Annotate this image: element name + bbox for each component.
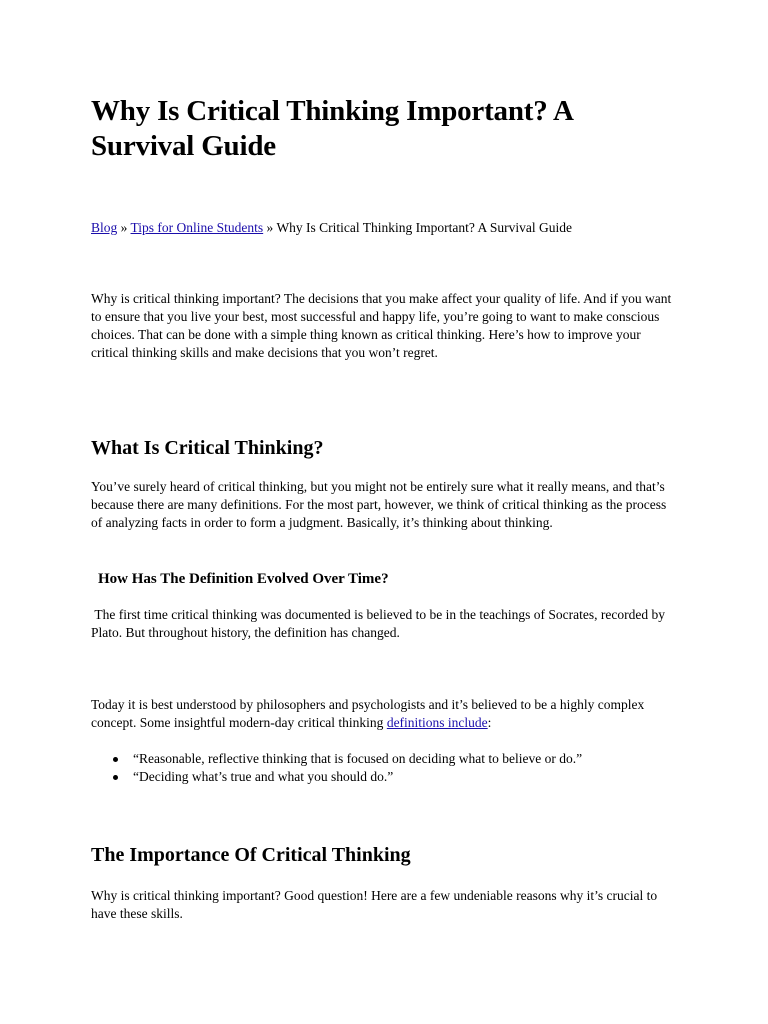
definitions-include-link[interactable]: definitions include: [386, 715, 488, 730]
breadcrumb-current: Why Is Critical Thinking Important? A Survival Guide: [276, 220, 573, 235]
importance-paragraph: Why is critical thinking important? Good question! Here are a few undeniable reasons why it’s crucial to have these skills.: [91, 888, 658, 921]
today-text: Today it is best understood by philosophers and psychologists and it’s believed to be a highly complex concept. Some insightful modern-day critical thinking: [91, 697, 645, 730]
list-item: [91, 768, 681, 786]
breadcrumb: [91, 219, 691, 237]
section-heading-what-is: What Is Critical Thinking?: [91, 437, 324, 459]
history-paragraph: The first time critical thinking was documented is believed to be in the teachings of Socrates, recorded by Plato. But throughout history, the definition has changed.: [91, 607, 669, 640]
today-colon: :: [487, 715, 492, 730]
breadcrumb-tips-link[interactable]: Tips for Online Students: [130, 220, 264, 235]
section-heading-importance: The Importance Of Critical Thinking: [91, 844, 411, 866]
bullet-icon: [113, 757, 118, 762]
today-paragraph: [91, 696, 675, 732]
list-item: [91, 750, 681, 768]
breadcrumb-separator: »: [263, 220, 277, 235]
page-title: Why Is Critical Thinking Important? A Survival Guide: [91, 95, 573, 162]
breadcrumb-blog-link[interactable]: Blog: [91, 220, 118, 235]
definition-paragraph: You’ve surely heard of critical thinking, but you might not be entirely sure what it really means, and that’s because there are many definitions. For the most part, however, we think of critical thinking as the process of analyzing facts in order to form a judgment. Basically, it’s thinking about thinking.: [91, 479, 667, 530]
list-item-text: “Deciding what’s true and what you should do.”: [133, 769, 394, 784]
definitions-list: [91, 750, 681, 786]
bullet-icon: [113, 775, 118, 780]
list-item-text: “Reasonable, reflective thinking that is focused on deciding what to believe or do.”: [133, 751, 583, 766]
subheading-definition-evolved: How Has The Definition Evolved Over Time?: [98, 571, 389, 587]
intro-paragraph: Why is critical thinking important? The decisions that you make affect your quality of life. And if you want to ensure that you live your best, most successful and happy life, you’re going to want to make conscious choices. That can be done with a simple thing known as critical thinking. Here’s how to improve your critical thinking skills and make decisions that you won’t regret.: [91, 291, 672, 360]
breadcrumb-separator: »: [117, 220, 131, 235]
